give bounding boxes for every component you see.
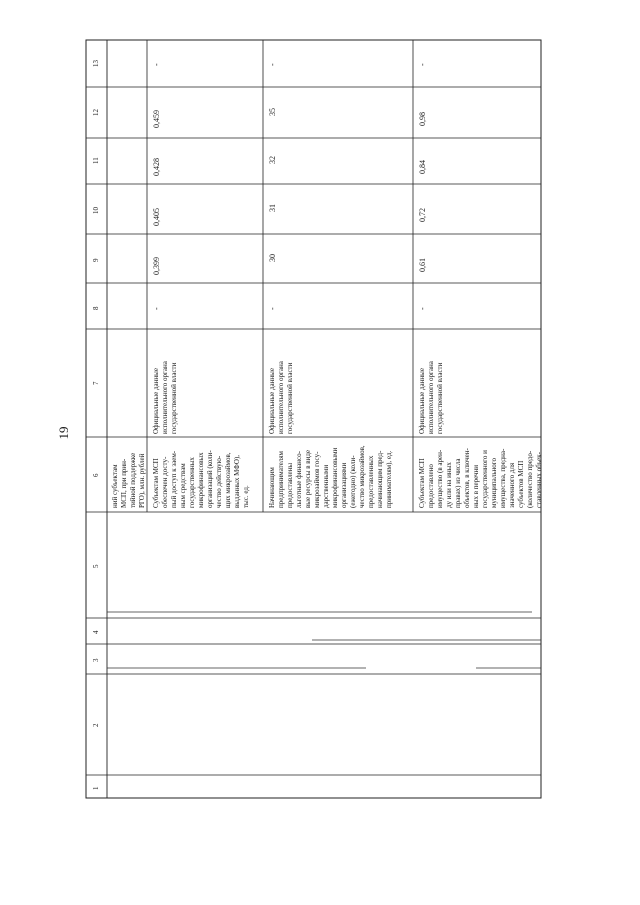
row1-indicator-text: ний субъектам МСП, при прин- тийной поддержке РГО), млн. рублей xyxy=(111,452,146,508)
column-number: 5 xyxy=(92,564,100,568)
row2-indicator-text: Субъектам МСП обеспечен досту- пый доступ к заем- ным средствам государственных микрофинансовых организаций (коли- чество действую- щих микрозаймов, выданных МФО), тыс. ед. xyxy=(152,450,250,508)
row3-source-text: Официальные данные исполнительного органа государственной власти xyxy=(268,361,294,434)
row2-col10-value: 0,405 xyxy=(152,208,161,226)
column-number: 9 xyxy=(92,258,100,262)
row4-col9-value: 0,61 xyxy=(418,258,427,272)
column-number: 10 xyxy=(92,207,100,214)
row4-source-text: Официальные данные исполнительного органа государственной власти xyxy=(418,361,444,434)
column-number: 12 xyxy=(92,109,100,116)
row3-indicator-text: Начинающим предпринимателям предоставлены льготные финансо- вые ресурсы в виде микрозаймов госу- дарственными микрофинансовыми организациями (ежегодно) (коли- чество микрозаймов, предоставленных начинающим пред- принимателям), ед. xyxy=(268,445,393,508)
column-number: 1 xyxy=(92,786,100,790)
row2-col8-value: - xyxy=(152,307,161,310)
row2-col9-value: 0,399 xyxy=(152,257,161,275)
column-number: 11 xyxy=(92,157,100,164)
row4-col13-value: - xyxy=(418,63,427,66)
column-number: 3 xyxy=(92,658,100,662)
row3-col11-value: 32 xyxy=(268,156,277,164)
row4-col12-value: 0,98 xyxy=(418,112,427,126)
column-number: 7 xyxy=(92,381,100,385)
column-number: 6 xyxy=(92,473,100,477)
row3-col10-value: 31 xyxy=(268,204,277,212)
row3-col12-value: 35 xyxy=(268,108,277,116)
row2-col12-value: 0,459 xyxy=(152,110,161,128)
column-number: 4 xyxy=(92,630,100,634)
column-number: 13 xyxy=(92,60,100,67)
row3-col9-value: 30 xyxy=(268,254,277,262)
row4-col8-value: - xyxy=(418,307,427,310)
column-number: 8 xyxy=(92,306,100,310)
row4-col11-value: 0,84 xyxy=(418,160,427,174)
column-number: 2 xyxy=(92,723,100,727)
row3-col8-value: - xyxy=(268,307,277,310)
page-number: 19 xyxy=(56,426,71,440)
row2-source-text: Официальные данные исполнительного органа государственной власти xyxy=(152,361,178,434)
row4-indicator-text: Субъектам МСП предоставлено имущество (в арен- ду или на иных правах) из числа объектов, в ключен- ных в перечни государственного и муниципального имущества, предна- значенного для субъектов МСП (количество предо- ставленных объек- xyxy=(418,448,543,508)
row2-col11-value: 0,428 xyxy=(152,158,161,176)
row2-col13-value: - xyxy=(152,63,161,66)
row3-col13-value: - xyxy=(268,63,277,66)
row4-col10-value: 0,72 xyxy=(418,208,427,222)
